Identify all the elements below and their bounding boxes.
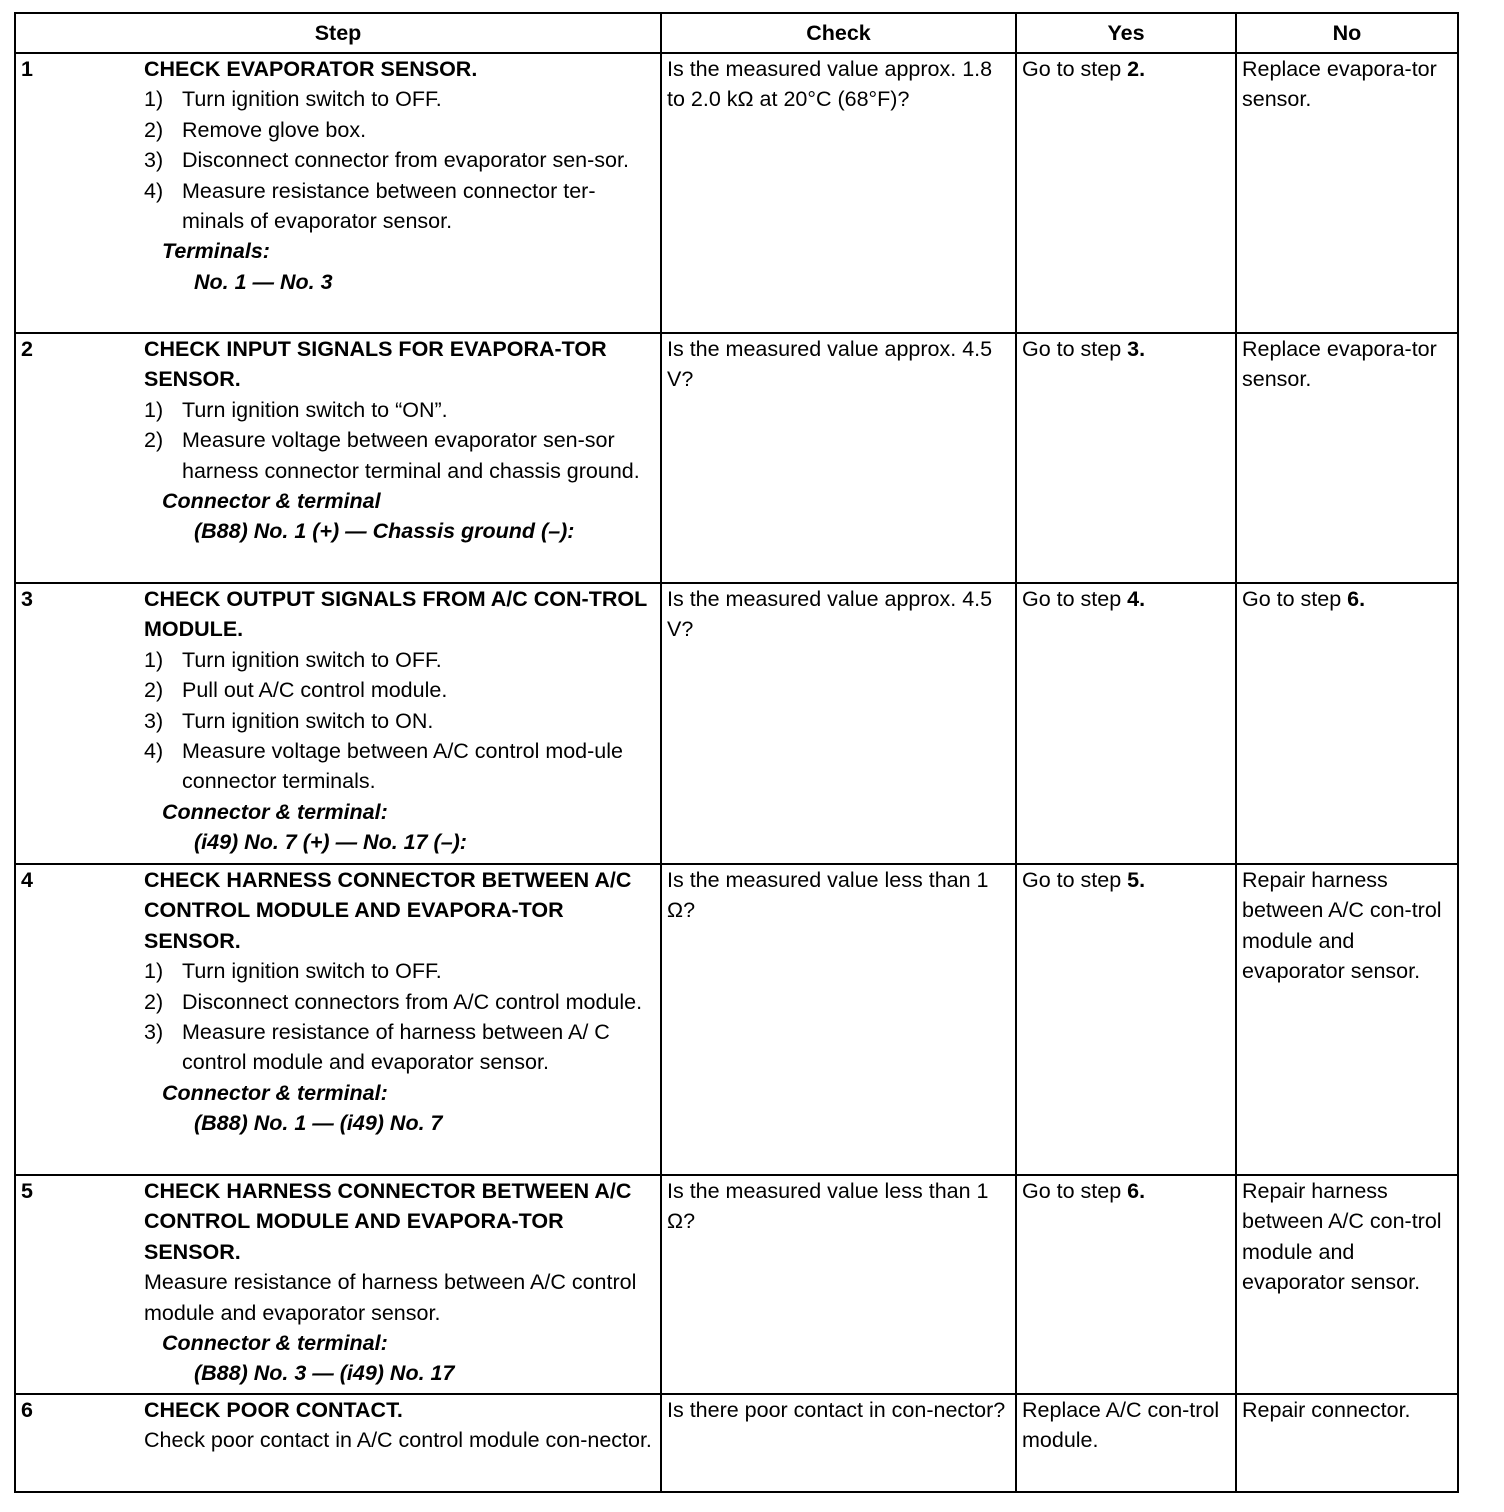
step-item-text: Remove glove box. [182, 117, 367, 142]
step-item-text: Turn ignition switch to OFF. [182, 647, 442, 672]
step-number: 2 [15, 333, 139, 583]
step-item-text: Turn ignition switch to ON. [182, 708, 434, 733]
yes-step-ref: 4. [1127, 587, 1146, 611]
table-row [15, 53, 1458, 333]
spec-label: Terminals: [162, 239, 270, 264]
step-cell [139, 583, 661, 864]
step-title: CHECK HARNESS CONNECTOR BETWEEN A/C CONTROL MODULE AND EVAPORA-TOR SENSOR. [144, 868, 632, 953]
no-text: Go to step [1242, 587, 1348, 611]
check-cell: Is the measured value approx. 4.5 V? [661, 583, 1016, 864]
step-title: CHECK INPUT SIGNALS FOR EVAPORA-TOR SENSOR. [144, 337, 607, 392]
step-item-text: Measure resistance between connector ter-minals of evaporator sensor. [182, 178, 596, 234]
step-item-text: Pull out A/C control module. [182, 678, 448, 703]
step-item [144, 84, 655, 114]
no-cell [1236, 583, 1458, 864]
step-item-number: 2) [144, 989, 164, 1014]
step-item-text: Measure voltage between A/C control mod-ule connector terminals. [182, 739, 623, 794]
step-text: Measure resistance of harness between A/C control module and evaporator sensor. [144, 1270, 637, 1325]
yes-text: Go to step [1022, 587, 1128, 611]
step-number: 1 [15, 53, 139, 333]
step-title: CHECK EVAPORATOR SENSOR. [144, 57, 478, 81]
yes-text: Go to step [1022, 868, 1128, 892]
check-cell: Is the measured value less than 1 Ω? [661, 1175, 1016, 1394]
yes-text: Replace A/C con-trol module. [1022, 1398, 1220, 1453]
no-text: Replace evapora-tor sensor. [1242, 57, 1437, 112]
step-item-number: 1) [144, 87, 164, 112]
yes-cell [1016, 583, 1236, 864]
step-item-number: 1) [144, 397, 164, 422]
spec-label: Connector & terminal [162, 489, 381, 514]
header-check: Check [661, 13, 1016, 53]
spec-label: Connector & terminal: [162, 1331, 388, 1356]
step-item-text: Turn ignition switch to OFF. [182, 87, 442, 112]
step-item [144, 395, 655, 425]
step-number: 6 [15, 1394, 139, 1492]
header-step: Step [15, 13, 661, 53]
spec-value: (B88) No. 1 — (i49) No. 7 [194, 1111, 443, 1136]
step-item-text: Disconnect connector from evaporator sen-sor. [182, 148, 629, 173]
step-cell [139, 333, 661, 583]
yes-step-ref: 5. [1127, 868, 1146, 892]
step-item-text: Turn ignition switch to “ON”. [182, 397, 448, 422]
step-item-number: 4) [144, 178, 164, 203]
no-text: Repair harness between A/C con-trol module and evaporator sensor. [1242, 1179, 1442, 1295]
no-cell [1236, 333, 1458, 583]
yes-cell [1016, 1394, 1236, 1492]
step-item [144, 675, 655, 705]
yes-cell [1016, 333, 1236, 583]
table-row [15, 583, 1458, 864]
step-number: 4 [15, 864, 139, 1175]
step-item-number: 3) [144, 1020, 164, 1045]
step-item [144, 425, 655, 486]
step-item-number: 3) [144, 148, 164, 173]
check-cell: Is the measured value less than 1 Ω? [661, 864, 1016, 1175]
header-row [15, 13, 1458, 53]
step-item [144, 645, 655, 675]
spec-label: Connector & terminal: [162, 799, 388, 824]
step-title: CHECK POOR CONTACT. [144, 1398, 403, 1422]
yes-text: Go to step [1022, 1179, 1128, 1203]
step-item-text: Disconnect connectors from A/C control module. [182, 989, 643, 1014]
step-item-number: 2) [144, 678, 164, 703]
table-body [15, 53, 1458, 1492]
no-text: Repair connector. [1242, 1398, 1411, 1422]
no-cell [1236, 53, 1458, 333]
no-step-ref: 6. [1347, 587, 1366, 611]
step-number: 3 [15, 583, 139, 864]
step-item [144, 706, 655, 736]
diagnostic-table [14, 12, 1459, 1493]
table-row [15, 333, 1458, 583]
header-no: No [1236, 13, 1458, 53]
step-item-text: Measure voltage between evaporator sen-sor harness connector terminal and chassis ground. [182, 428, 640, 483]
step-item-number: 3) [144, 708, 164, 733]
check-cell: Is the measured value approx. 1.8 to 2.0 kΩ at 20°C (68°F)? [661, 53, 1016, 333]
spec-value: No. 1 — No. 3 [194, 269, 333, 294]
step-item [144, 987, 655, 1017]
step-item-text: Turn ignition switch to OFF. [182, 959, 442, 984]
no-cell [1236, 864, 1458, 1175]
step-title: CHECK OUTPUT SIGNALS FROM A/C CON-TROL MODULE. [144, 587, 647, 642]
table-row [15, 1175, 1458, 1394]
yes-cell [1016, 1175, 1236, 1394]
step-item-number: 1) [144, 647, 164, 672]
step-item-number: 1) [144, 959, 164, 984]
step-item-number: 2) [144, 117, 164, 142]
step-number: 5 [15, 1175, 139, 1394]
step-cell [139, 53, 661, 333]
yes-text: Go to step [1022, 57, 1128, 81]
yes-step-ref: 2. [1127, 57, 1146, 81]
yes-step-ref: 3. [1127, 337, 1146, 361]
no-text: Repair harness between A/C con-trol module and evaporator sensor. [1242, 868, 1442, 984]
step-item [144, 736, 655, 797]
step-item [144, 115, 655, 145]
yes-cell [1016, 864, 1236, 1175]
step-text: Check poor contact in A/C control module con-nector. [144, 1428, 652, 1453]
step-item-number: 4) [144, 739, 164, 764]
step-item-text: Measure resistance of harness between A/ C control module and evaporator sensor. [182, 1020, 610, 1075]
step-cell [139, 1394, 661, 1492]
step-item-number: 2) [144, 428, 164, 453]
step-item [144, 176, 655, 237]
spec-label: Connector & terminal: [162, 1080, 388, 1105]
step-cell [139, 1175, 661, 1394]
step-title: CHECK HARNESS CONNECTOR BETWEEN A/C CONTROL MODULE AND EVAPORA-TOR SENSOR. [144, 1179, 632, 1264]
spec-value: (B88) No. 1 (+) — Chassis ground (–): [194, 519, 575, 544]
step-item [144, 956, 655, 986]
yes-text: Go to step [1022, 337, 1128, 361]
spec-value: (i49) No. 7 (+) — No. 17 (–): [194, 830, 467, 855]
table-row [15, 864, 1458, 1175]
header-yes: Yes [1016, 13, 1236, 53]
no-cell [1236, 1175, 1458, 1394]
check-cell: Is there poor contact in con-nector? [661, 1394, 1016, 1492]
step-item [144, 1017, 655, 1078]
spec-value: (B88) No. 3 — (i49) No. 17 [194, 1361, 455, 1386]
yes-step-ref: 6. [1127, 1179, 1146, 1203]
check-cell: Is the measured value approx. 4.5 V? [661, 333, 1016, 583]
step-cell [139, 864, 661, 1175]
table-row [15, 1394, 1458, 1492]
yes-cell [1016, 53, 1236, 333]
no-text: Replace evapora-tor sensor. [1242, 337, 1437, 392]
no-cell [1236, 1394, 1458, 1492]
step-item [144, 145, 655, 175]
